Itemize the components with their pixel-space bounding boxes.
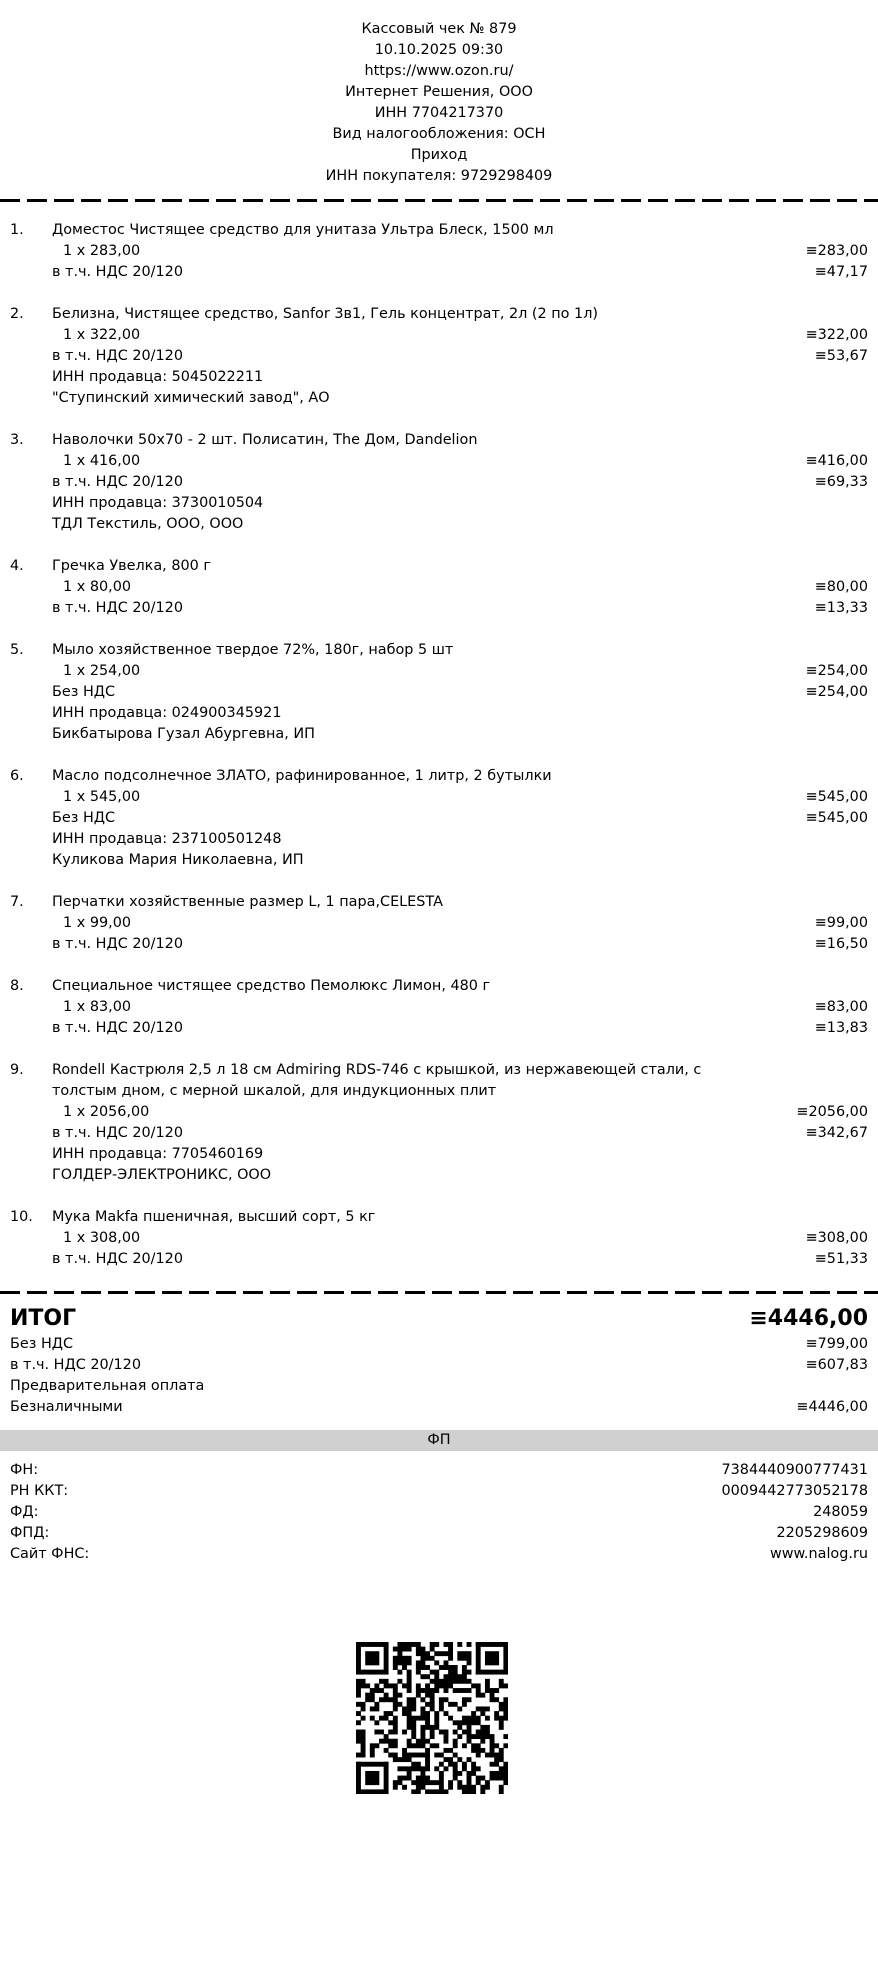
item-vat-value: ≡254,00 — [805, 684, 868, 700]
currency-icon: ≡ — [814, 936, 827, 952]
currency-icon: ≡ — [814, 348, 827, 364]
fiscal-block — [0, 1451, 878, 1565]
item-name: Перчатки хозяйственные размер L, 1 пара,CELESTA — [52, 894, 443, 910]
item-vat-label: в т.ч. НДС 20/120 — [52, 600, 183, 616]
fiscal-label: РН ККТ: — [10, 1483, 69, 1499]
item-qty-row — [0, 577, 878, 598]
item-number: 9. — [10, 1062, 24, 1078]
item-qty: 1 x 283,00 — [63, 243, 141, 259]
item-seller-name-row — [0, 388, 878, 409]
item-sum: ≡80,00 — [814, 579, 868, 595]
item-vat-value: ≡51,33 — [814, 1251, 868, 1267]
item-qty: 1 x 83,00 — [63, 999, 132, 1015]
item-title-row — [0, 976, 878, 997]
item-vat-value: ≡16,50 — [814, 936, 868, 952]
currency-icon: ≡ — [814, 1251, 827, 1267]
item-vat-label: в т.ч. НДС 20/120 — [52, 1125, 183, 1141]
item-vat-row — [0, 1018, 878, 1039]
item-title-row — [0, 430, 878, 451]
receipt-item — [0, 1207, 878, 1270]
item-vat-value: ≡47,17 — [814, 264, 868, 280]
item-number: 8. — [10, 978, 24, 994]
tax-system: Вид налогообложения: ОСН — [332, 126, 546, 142]
item-qty: 1 x 308,00 — [63, 1230, 141, 1246]
item-vat-value: ≡342,67 — [805, 1125, 868, 1141]
item-seller-name-row — [0, 1165, 878, 1186]
store-url: https://www.ozon.ru/ — [364, 63, 514, 79]
item-vat-row — [0, 598, 878, 619]
prepay-row — [10, 1376, 868, 1397]
item-number: 5. — [10, 642, 24, 658]
company-name: Интернет Решения, ООО — [345, 84, 533, 100]
item-vat-row — [0, 472, 878, 493]
receipt-item — [0, 556, 878, 619]
item-number: 2. — [10, 306, 24, 322]
item-name: Гречка Увелка, 800 г — [52, 558, 211, 574]
fiscal-label: ФН: — [10, 1462, 39, 1478]
item-qty-row — [0, 451, 878, 472]
prepay-label: Предварительная оплата — [10, 1378, 205, 1394]
currency-icon: ≡ — [805, 1336, 818, 1352]
item-sum: ≡254,00 — [805, 663, 868, 679]
item-seller-inn: ИНН продавца: 5045022211 — [52, 369, 264, 385]
fiscal-value: 7384440900777431 — [721, 1462, 868, 1478]
item-qty: 1 x 545,00 — [63, 789, 141, 805]
cashless-label: Безналичными — [10, 1399, 123, 1415]
item-name: Мука Makfa пшеничная, высший сорт, 5 кг — [52, 1209, 376, 1225]
item-qty-row — [0, 1102, 878, 1123]
cashless-value: ≡4446,00 — [796, 1399, 868, 1415]
item-number: 6. — [10, 768, 24, 784]
total-value: ≡4446,00 — [749, 1306, 868, 1331]
item-vat-value: ≡545,00 — [805, 810, 868, 826]
total-row — [10, 1304, 868, 1334]
item-number: 10. — [10, 1209, 33, 1225]
currency-icon: ≡ — [814, 915, 827, 931]
item-vat-value: ≡13,83 — [814, 1020, 868, 1036]
fiscal-label: ФД: — [10, 1504, 39, 1520]
item-title-row — [0, 1060, 878, 1102]
cashless-row — [10, 1397, 868, 1418]
item-name: Специальное чистящее средство Пемолюкс Лимон, 480 г — [52, 978, 491, 994]
no-vat-value: ≡799,00 — [805, 1336, 868, 1352]
item-seller-name-row — [0, 850, 878, 871]
total-label: ИТОГ — [10, 1306, 77, 1331]
item-qty-row — [0, 997, 878, 1018]
fiscal-row — [10, 1523, 868, 1544]
receipt-item — [0, 304, 878, 409]
fiscal-label: ФПД: — [10, 1525, 50, 1541]
receipt-datetime: 10.10.2025 09:30 — [374, 42, 504, 58]
item-vat-value: ≡53,67 — [814, 348, 868, 364]
item-vat-row — [0, 1123, 878, 1144]
currency-icon: ≡ — [805, 663, 818, 679]
currency-icon: ≡ — [796, 1399, 809, 1415]
item-qty: 1 x 2056,00 — [63, 1104, 150, 1120]
currency-icon: ≡ — [814, 264, 827, 280]
item-seller-inn-row — [0, 493, 878, 514]
item-number: 1. — [10, 222, 24, 238]
fiscal-row — [10, 1460, 868, 1481]
item-seller-inn: ИНН продавца: 024900345921 — [52, 705, 282, 721]
item-title-row — [0, 640, 878, 661]
item-vat-label: в т.ч. НДС 20/120 — [52, 1020, 183, 1036]
currency-icon: ≡ — [805, 789, 818, 805]
item-qty-row — [0, 325, 878, 346]
fiscal-value: 248059 — [813, 1504, 868, 1520]
item-vat-value: ≡69,33 — [814, 474, 868, 490]
fiscal-row — [10, 1544, 868, 1565]
item-seller-name: ТДЛ Текстиль, ООО, ООО — [52, 516, 244, 532]
receipt-item — [0, 640, 878, 745]
item-number: 3. — [10, 432, 24, 448]
item-name: Белизна, Чистящее средство, Sanfor 3в1, Гель концентрат, 2л (2 по 1л) — [52, 306, 599, 322]
item-vat-label: в т.ч. НДС 20/120 — [52, 936, 183, 952]
item-sum: ≡83,00 — [814, 999, 868, 1015]
item-title-row — [0, 892, 878, 913]
item-name: Масло подсолнечное ЗЛАТО, рафинированное, 1 литр, 2 бутылки — [52, 768, 552, 784]
item-qty-row — [0, 1228, 878, 1249]
currency-icon: ≡ — [805, 810, 818, 826]
fiscal-row — [10, 1502, 868, 1523]
currency-icon: ≡ — [814, 579, 827, 595]
qr-code — [356, 1642, 508, 1794]
qr-code-icon — [356, 1642, 508, 1794]
item-vat-label: в т.ч. НДС 20/120 — [52, 264, 183, 280]
receipt-header — [0, 0, 878, 187]
item-qty: 1 x 416,00 — [63, 453, 141, 469]
item-name: Наволочки 50x70 - 2 шт. Полисатин, The Дом, Dandelion — [52, 432, 478, 448]
currency-icon: ≡ — [805, 327, 818, 343]
fiscal-row — [10, 1481, 868, 1502]
item-vat-label: Без НДС — [52, 810, 116, 826]
buyer-inn: ИНН покупателя: 9729298409 — [325, 168, 553, 184]
currency-icon: ≡ — [796, 1104, 809, 1120]
item-qty: 1 x 322,00 — [63, 327, 141, 343]
item-qty: 1 x 80,00 — [63, 579, 132, 595]
item-sum: ≡545,00 — [805, 789, 868, 805]
item-vat-label: Без НДС — [52, 684, 116, 700]
item-vat-row — [0, 346, 878, 367]
item-title-row — [0, 1207, 878, 1228]
fp-bar: ФП — [0, 1430, 878, 1451]
item-seller-inn: ИНН продавца: 7705460169 — [52, 1146, 264, 1162]
item-vat-label: в т.ч. НДС 20/120 — [52, 1251, 183, 1267]
item-title-row — [0, 304, 878, 325]
currency-icon: ≡ — [805, 684, 818, 700]
currency-icon: ≡ — [814, 474, 827, 490]
operation-type: Приход — [410, 147, 468, 163]
currency-icon: ≡ — [805, 243, 818, 259]
receipt-item — [0, 430, 878, 535]
no-vat-label: Без НДС — [10, 1336, 74, 1352]
item-title-row — [0, 766, 878, 787]
currency-icon: ≡ — [805, 1230, 818, 1246]
item-vat-value: ≡13,33 — [814, 600, 868, 616]
no-vat-row — [10, 1334, 868, 1355]
item-vat-row — [0, 262, 878, 283]
receipt-item — [0, 766, 878, 871]
item-vat-row — [0, 808, 878, 829]
item-vat-label: в т.ч. НДС 20/120 — [52, 474, 183, 490]
item-vat-row — [0, 1249, 878, 1270]
receipt-number: Кассовый чек № 879 — [361, 21, 517, 37]
currency-icon: ≡ — [749, 1306, 768, 1331]
vat-row — [10, 1355, 868, 1376]
item-qty: 1 x 99,00 — [63, 915, 132, 931]
item-sum: ≡283,00 — [805, 243, 868, 259]
item-sum: ≡308,00 — [805, 1230, 868, 1246]
receipt-item — [0, 976, 878, 1039]
item-seller-inn-row — [0, 367, 878, 388]
receipt-item — [0, 1060, 878, 1186]
receipt-item — [0, 892, 878, 955]
item-number: 7. — [10, 894, 24, 910]
currency-icon: ≡ — [805, 453, 818, 469]
item-seller-inn-row — [0, 703, 878, 724]
item-vat-row — [0, 682, 878, 703]
item-name: Rondell Кастрюля 2,5 л 18 см Admiring RDS-746 с крышкой, из нержавеющей стали, с толстым дном, с мерной шкалой, для индукционных плит — [52, 1062, 702, 1099]
item-qty-row — [0, 661, 878, 682]
receipt-item — [0, 220, 878, 283]
company-inn: ИНН 7704217370 — [374, 105, 504, 121]
item-sum: ≡416,00 — [805, 453, 868, 469]
item-number: 4. — [10, 558, 24, 574]
fiscal-value: 0009442773052178 — [721, 1483, 868, 1499]
item-seller-inn: ИНН продавца: 3730010504 — [52, 495, 264, 511]
item-qty-row — [0, 913, 878, 934]
item-qty-row — [0, 241, 878, 262]
fiscal-value: www.nalog.ru — [769, 1546, 868, 1562]
item-title-row — [0, 220, 878, 241]
item-seller-name: "Ступинский химический завод", АО — [52, 390, 330, 406]
item-qty-row — [0, 787, 878, 808]
item-seller-inn-row — [0, 1144, 878, 1165]
item-seller-name-row — [0, 514, 878, 535]
item-qty: 1 x 254,00 — [63, 663, 141, 679]
item-seller-name-row — [0, 724, 878, 745]
item-name: Доместос Чистящее средство для унитаза Ультра Блеск, 1500 мл — [52, 222, 554, 238]
item-sum: ≡99,00 — [814, 915, 868, 931]
vat-label: в т.ч. НДС 20/120 — [10, 1357, 141, 1373]
item-vat-row — [0, 934, 878, 955]
item-seller-name: Бикбатырова Гузал Абургевна, ИП — [52, 726, 315, 742]
fiscal-label: Сайт ФНС: — [10, 1546, 90, 1562]
item-seller-name: Куликова Мария Николаевна, ИП — [52, 852, 304, 868]
vat-value: ≡607,83 — [805, 1357, 868, 1373]
item-seller-name: ГОЛДЕР-ЭЛЕКТРОНИКС, ООО — [52, 1167, 272, 1183]
item-sum: ≡322,00 — [805, 327, 868, 343]
currency-icon: ≡ — [814, 600, 827, 616]
item-name: Мыло хозяйственное твердое 72%, 180г, набор 5 шт — [52, 642, 454, 658]
item-sum: ≡2056,00 — [796, 1104, 868, 1120]
fiscal-value: 2205298609 — [776, 1525, 868, 1541]
currency-icon: ≡ — [805, 1125, 818, 1141]
currency-icon: ≡ — [814, 1020, 827, 1036]
item-seller-inn-row — [0, 829, 878, 850]
item-seller-inn: ИНН продавца: 237100501248 — [52, 831, 282, 847]
item-vat-label: в т.ч. НДС 20/120 — [52, 348, 183, 364]
item-title-row — [0, 556, 878, 577]
items-list — [0, 202, 878, 1270]
currency-icon: ≡ — [814, 999, 827, 1015]
totals-block — [0, 1294, 878, 1418]
currency-icon: ≡ — [805, 1357, 818, 1373]
